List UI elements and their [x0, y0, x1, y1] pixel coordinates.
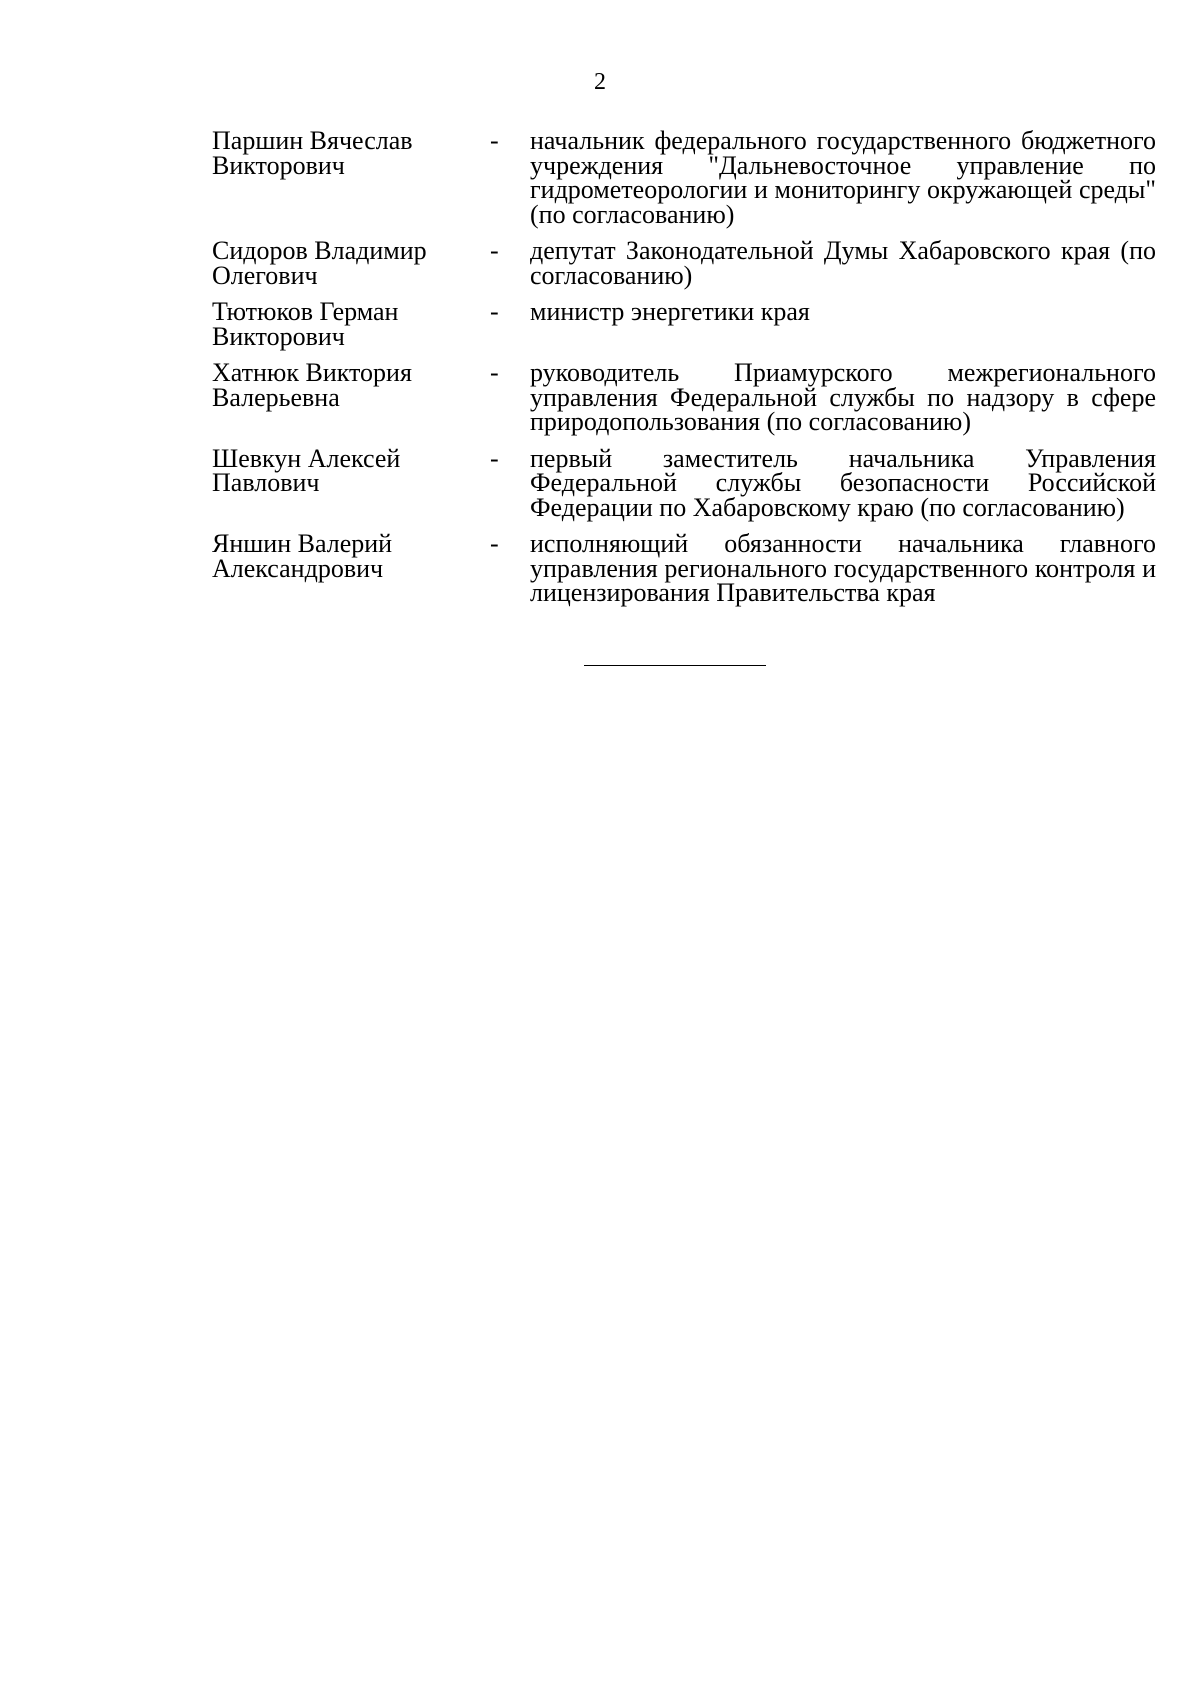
- member-row: [212, 300, 1156, 361]
- member-name: Шевкун Алексей Павлович: [212, 443, 401, 497]
- dash-separator: -: [490, 358, 499, 387]
- member-name: Яншин Валерий Александрович: [212, 529, 393, 583]
- member-role: министр энергетики края: [530, 297, 810, 326]
- dash-separator: -: [490, 529, 499, 558]
- member-role: начальник федерального государственного бюджетного учреждения "Дальневосточное управление по гидрометеорологии и мониторингу окружающей среды" (по согласованию): [530, 126, 1156, 229]
- dash-separator: -: [490, 236, 499, 265]
- member-role: исполняющий обязанности начальника главного управления регионального государственного контроля и лицензирования Правительства края: [530, 529, 1156, 607]
- page-number: 2: [594, 69, 606, 95]
- members-table: [212, 126, 1156, 618]
- dash-separator: -: [490, 126, 499, 155]
- dash-separator: -: [490, 443, 499, 473]
- member-row: [212, 129, 1156, 239]
- member-name: Тютюков Герман Викторович: [212, 297, 399, 351]
- member-role: руководитель Приамурского межрегионального управления Федеральной службы по надзору в сфере природопользования (по согласованию): [530, 358, 1156, 436]
- member-name: Сидоров Владимир Олегович: [212, 236, 427, 290]
- closing-separator-line: [584, 665, 766, 666]
- member-role: первый заместитель начальника Управления Федеральной службы безопасности Российской Федерации по Хабаровскому краю (по согласованию): [530, 443, 1156, 522]
- member-name: Хатнюк Виктория Валерьевна: [212, 358, 412, 412]
- member-row: [212, 239, 1156, 300]
- member-role: депутат Законодательной Думы Хабаровского края (по согласованию): [530, 236, 1156, 290]
- member-row: [212, 447, 1156, 533]
- member-name: Паршин Вячеслав Викторович: [212, 126, 413, 180]
- dash-separator: -: [490, 297, 499, 326]
- member-row: [212, 532, 1156, 618]
- member-row: [212, 361, 1156, 447]
